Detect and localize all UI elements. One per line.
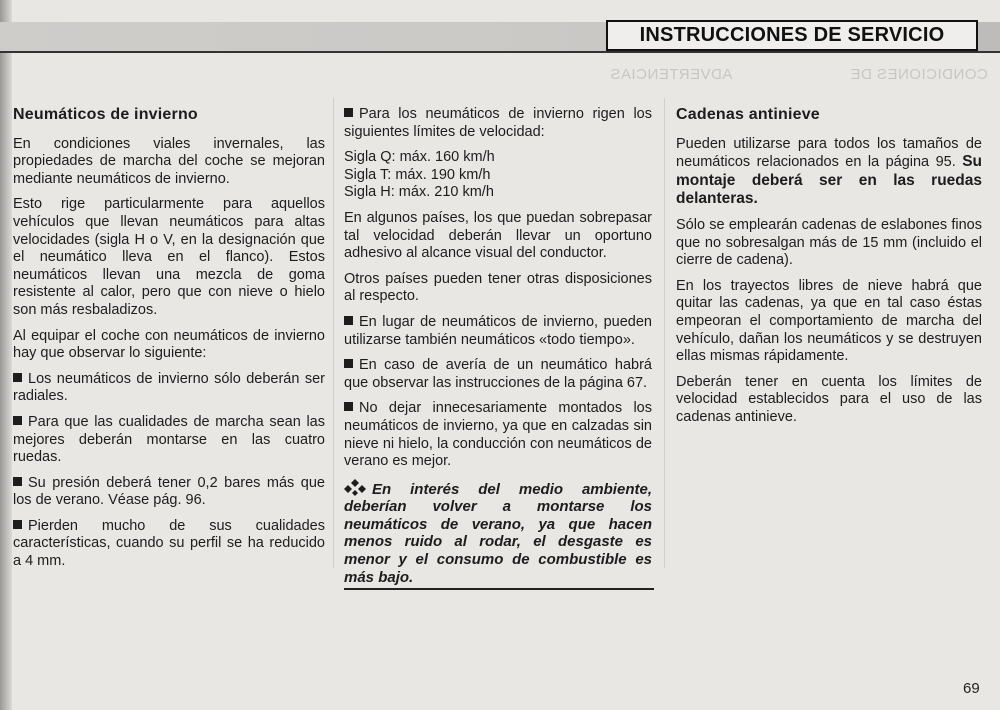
paragraph <box>676 136 982 209</box>
square-bullet-icon <box>344 402 353 411</box>
front-wheels-emphasis: Su montaje deberá ser en las ruedas delanteras. <box>676 153 982 208</box>
bullet-text: Pierden mucho de sus cualidades características, cuando su perfil se ha reducido a 4 mm. <box>13 517 325 570</box>
square-bullet-icon <box>13 477 22 486</box>
bullet-text: En caso de avería de un neumático habrá que observar las instrucciones de la página 67. <box>344 357 652 391</box>
bullet-item <box>344 106 652 141</box>
bullet-item <box>344 357 652 392</box>
speed-limit-h: Sigla H: máx. 210 km/h <box>344 184 494 201</box>
heading-snow-chains: Cadenas antinieve <box>676 106 820 123</box>
paragraph: En algunos países, los que puedan sobrepasar tal velocidad deberán llevar un oportuno adhesivo al alcance visual del conductor. <box>344 209 652 262</box>
paragraph: Al equipar el coche con neumáticos de invierno hay que observar lo siguiente: <box>13 327 325 362</box>
environment-diamond-icon <box>344 479 366 497</box>
bullet-item <box>344 314 652 349</box>
square-bullet-icon <box>344 108 353 117</box>
square-bullet-icon <box>13 416 22 425</box>
square-bullet-icon <box>344 316 353 325</box>
column-speed-limits <box>344 106 652 586</box>
bullet-text: Los neumáticos de invierno sólo deberán ser radiales. <box>13 370 325 405</box>
page-number: 69 <box>963 680 980 697</box>
heading-winter-tires: Neumáticos de invierno <box>13 106 198 123</box>
square-bullet-icon <box>344 359 353 368</box>
bullet-item <box>13 518 325 571</box>
section-title: INSTRUCCIONES DE SERVICIO <box>639 24 945 46</box>
bullet-text: Para que las cualidades de marcha sean las mejores deberán montarse en las cuatro ruedas. <box>13 413 325 466</box>
bullet-text: Para los neumáticos de invierno rigen los siguientes límites de velocidad: <box>344 106 652 140</box>
paragraph: Sólo se emplearán cadenas de eslabones finos que no sobresalgan más de 15 mm (incluido el cierre de cadena). <box>676 216 982 269</box>
header-rule <box>0 51 1000 53</box>
environment-note-rule <box>344 588 654 590</box>
paragraph: En condiciones viales invernales, las propiedades de marcha del coche se mejoran mediante neumáticos de invierno. <box>13 135 325 187</box>
column-snow-chains <box>676 106 982 435</box>
speed-limit-t: Sigla T: máx. 190 km/h <box>344 166 491 183</box>
paragraph: En los trayectos libres de nieve habrá que quitar las cadenas, ya que en tal caso éstas empeoran el comportamiento de marcha del vehículo, dañan los neumáticos y se destruyen ellas mismas rápidamente. <box>676 277 982 365</box>
paragraph: Deberán tener en cuenta los límites de velocidad establecidos para el uso de las cadenas antinieve. <box>676 373 982 425</box>
speed-limit-list <box>344 149 652 202</box>
paragraph: Otros países pueden tener otras disposiciones al respecto. <box>344 270 652 305</box>
column-divider-1 <box>333 98 334 568</box>
bullet-item <box>344 400 652 470</box>
paragraph-text: Pueden utilizarse para todos los tamaños de neumáticos relacionados en la página 95. <box>676 135 982 171</box>
square-bullet-icon <box>13 520 22 529</box>
bleed-through-text-2: ADVERTENCIAS <box>610 66 733 83</box>
bullet-item <box>13 475 325 510</box>
speed-limit-q: Sigla Q: máx. 160 km/h <box>344 149 495 166</box>
bleed-through-text-1: CONDICIONES DE <box>850 66 988 83</box>
environment-note-text: En interés del medio ambiente, deberían volver a montarse los neumáticos de verano, ya que hacen menos ruido al rodar, el desgaste es menor y el consumo de combustible es más bajo. <box>344 480 652 586</box>
bullet-text: Su presión deberá tener 0,2 bares más que los de verano. Véase pág. 96. <box>13 474 325 509</box>
page-binding-shadow <box>0 0 12 710</box>
square-bullet-icon <box>13 373 22 382</box>
bullet-item <box>13 414 325 467</box>
environment-note <box>344 479 652 587</box>
section-title-box <box>606 20 978 51</box>
column-winter-tires <box>13 106 325 579</box>
bullet-item <box>13 371 325 406</box>
paragraph: Esto rige particularmente para aquellos vehículos que llevan neumáticos para altas velocidades (sigla H o V, en la designación que el neumático lleva en el flanco). Estos neumáticos llevan una mezcla de goma resistente al calor, pero que con nieve o hielo son más resbaladizos. <box>13 196 325 318</box>
column-divider-2 <box>664 98 665 568</box>
bullet-text: No dejar innecesariamente montados los neumáticos de invierno, ya que en calzadas sin nieve ni hielo, la conducción con neumáticos de verano es mejor. <box>344 400 652 470</box>
bullet-text: En lugar de neumáticos de invierno, pueden utilizarse también neumáticos «todo tiempo». <box>344 313 652 348</box>
